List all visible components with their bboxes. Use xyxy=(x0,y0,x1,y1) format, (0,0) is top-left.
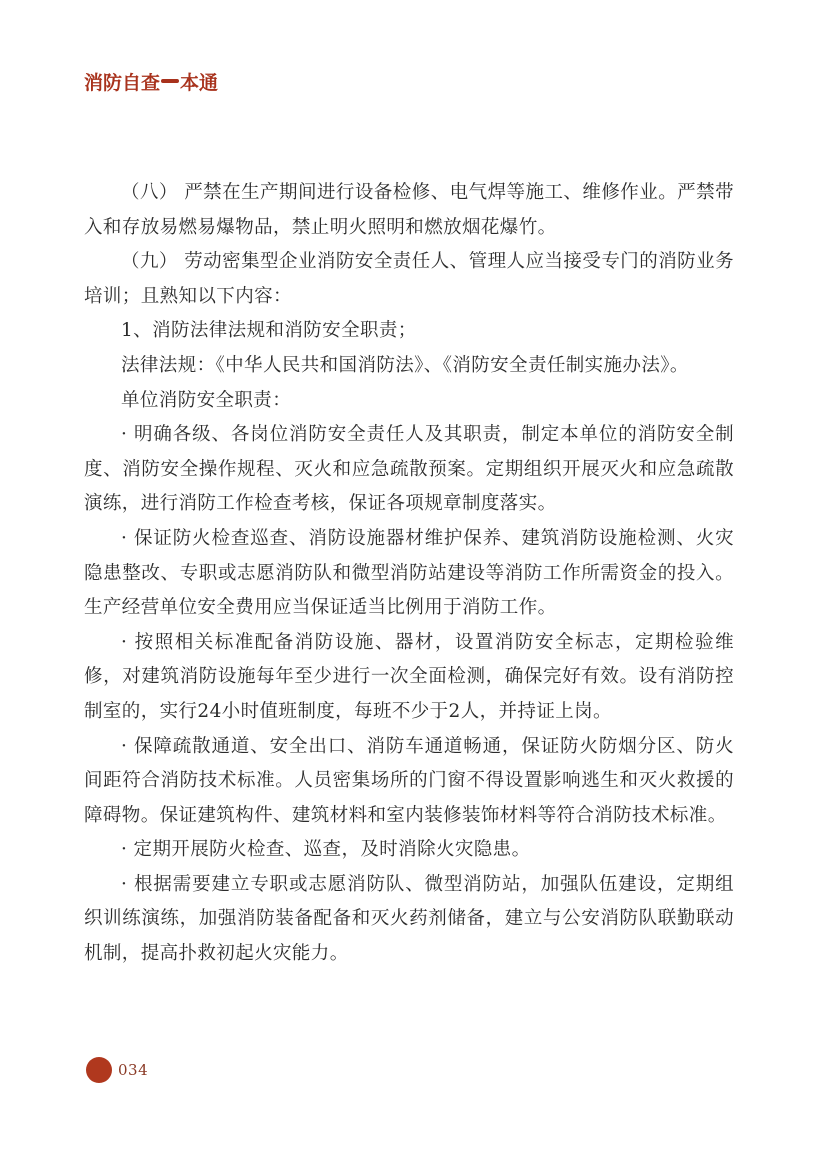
paragraph-laws: 法律法规：《中华人民共和国消防法》、《消防安全责任制实施办法》。 xyxy=(121,354,689,376)
paragraph-duty-4: · 保障疏散通道、安全出口、消防车通道畅通，保证防火防烟分区、防火间距符合消防技术标准。人员密集场所的门窗不得设置影响逃生和灭火救援的障碍物。保证建筑构件、建筑材料和室内装修装饰材料等符合消防技术标准。 xyxy=(84,735,734,826)
paragraph-duty-2: · 保证防火检查巡查、消防设施器材维护保养、建筑消防设施检测、火灾隐患整改、专职或志愿消防队和微型消防站建设等消防工作所需资金的投入。生产经营单位安全费用应当保证适当比例用于消防工作。 xyxy=(84,527,734,619)
paragraph-duty-5: · 定期开展防火检查、巡查，及时消除火灾隐患。 xyxy=(121,839,531,861)
paragraph-duty-1: · 明确各级、各岗位消防安全责任人及其职责，制定本单位的消防安全制度、消防安全操作规程、灭火和应急疏散预案。定期组织开展灭火和应急疏散演练，进行消防工作检查考核，保证各项规章制度落实。 xyxy=(84,424,734,515)
page-number: 034 xyxy=(118,1061,149,1079)
book-title-part1: 消防自查 xyxy=(84,71,161,94)
book-title xyxy=(84,66,218,96)
paragraph-9: （九） 劳动密集型企业消防安全责任人、管理人应当接受专门的消防业务培训；且熟知以下内容： xyxy=(84,251,734,307)
body-text xyxy=(84,176,734,972)
page-footer xyxy=(86,1057,148,1083)
paragraph-duty-6: · 根据需要建立专职或志愿消防队、微型消防站，加强队伍建设，定期组织训练演练，加强消防装备配备和灭火药剂储备，建立与公安消防队联勤联动机制，提高扑救初起火灾能力。 xyxy=(84,873,734,965)
book-title-part2: 本通 xyxy=(180,71,219,94)
page-dot-icon xyxy=(86,1057,112,1083)
paragraph-duty-3: · 按照相关标准配备消防设施、器材，设置消防安全标志，定期检验维修，对建筑消防设施每年至少进行一次全面检测，确保完好有效。设有消防控制室的，实行24小时值班制度，每班不少于2人，并持证上岗。 xyxy=(84,631,734,722)
paragraph-duties-heading: 单位消防安全职责： xyxy=(121,389,292,411)
title-dash xyxy=(161,79,179,83)
paragraph-8: （八） 严禁在生产期间进行设备检修、电气焊等施工、维修作业。严禁带入和存放易燃易爆物品，禁止明火照明和燃放烟花爆竹。 xyxy=(84,182,734,238)
paragraph-item-1: 1、消防法律法规和消防安全职责； xyxy=(121,320,417,342)
